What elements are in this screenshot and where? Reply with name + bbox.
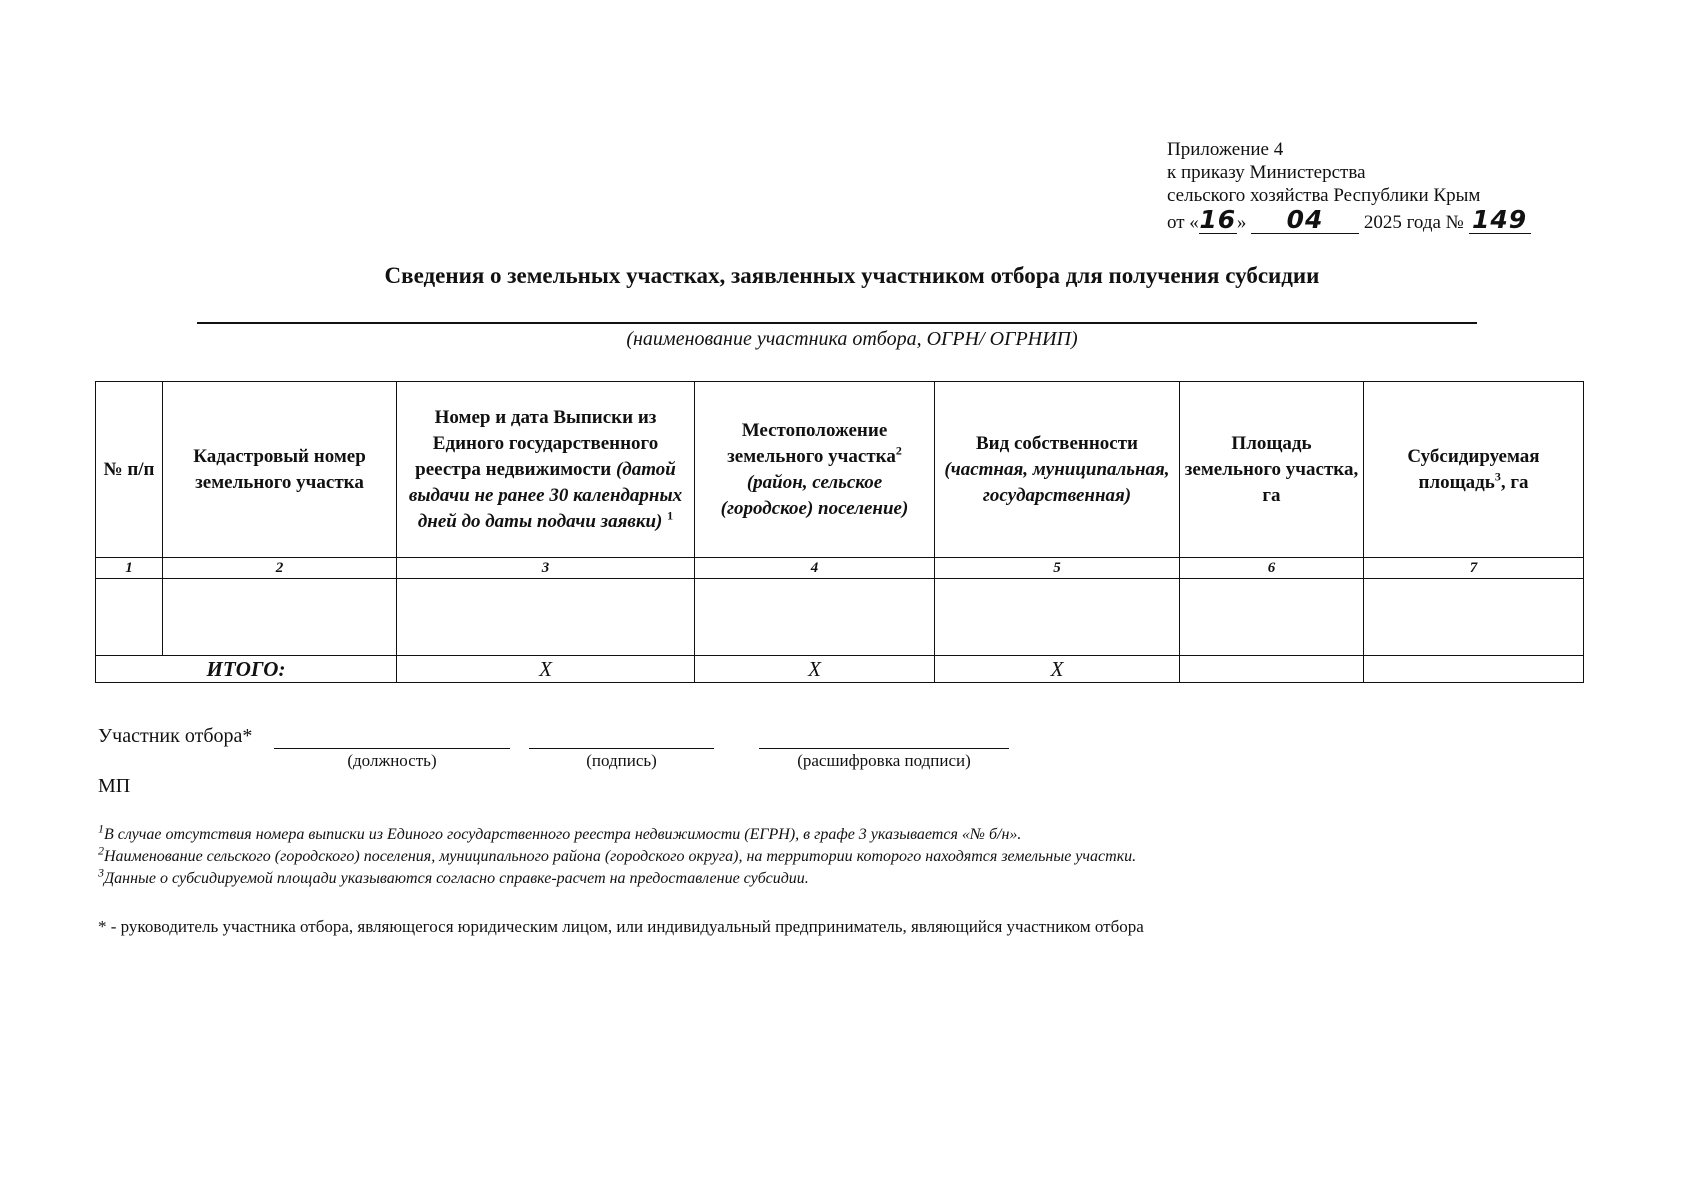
- total-area[interactable]: [1180, 656, 1364, 683]
- col-num-3: 3: [397, 558, 695, 579]
- header-location: Местоположение земельного участка$^2$ (район, сельское (городское) поселение): [695, 382, 935, 558]
- total-extract: X: [397, 656, 695, 683]
- signature-decode-caption: (расшифровка подписи): [797, 751, 971, 770]
- header-area: Площадь земельного участка, га: [1180, 382, 1364, 558]
- cell-cadastral[interactable]: [163, 579, 397, 656]
- document-title: Сведения о земельных участках, заявленных участником отбора для получения субсидии: [384, 263, 1320, 288]
- handwritten-month: 04: [1251, 207, 1359, 234]
- handwritten-day: 16: [1199, 205, 1237, 234]
- header-ownership: Вид собственности (частная, муниципальная, государственная): [935, 382, 1180, 558]
- appendix-date-line: [1167, 207, 1531, 234]
- signature-decode-line[interactable]: [759, 748, 1009, 749]
- participant-name-caption: (наименование участника отбора, ОГРН/ ОГРНИП): [626, 328, 1078, 350]
- col-num-1: 1: [96, 558, 163, 579]
- signature-line[interactable]: [529, 748, 714, 749]
- col-num-6: 6: [1180, 558, 1364, 579]
- header-location-note: (район, сельское (городское) поселение): [720, 471, 909, 519]
- cell-location[interactable]: [695, 579, 935, 656]
- appendix-line-2: к приказу Министерства: [1167, 162, 1366, 183]
- total-row: [96, 656, 1584, 683]
- cell-number[interactable]: [96, 579, 163, 656]
- date-prefix: от «: [1167, 212, 1199, 233]
- land-plots-table: [95, 381, 1584, 683]
- total-subsidized-area[interactable]: [1364, 656, 1584, 683]
- header-extract: Номер и дата Выписки из Единого государственного реестра недвижимости (датой выдачи не ранее 30 календарных дней до даты подачи заявки) $^1$: [397, 382, 695, 558]
- appendix-line-1: Приложение 4: [1167, 139, 1284, 160]
- col-num-4: 4: [695, 558, 935, 579]
- participant-name-line: [197, 322, 1477, 324]
- footnote-2: $^2$Наименование сельского (городского) поселения, муниципального района (городского округа), на территории которого находятся земельные участки.: [98, 843, 1137, 865]
- year-text: 2025 года №: [1363, 212, 1464, 233]
- position-caption: (должность): [347, 751, 437, 770]
- cell-area[interactable]: [1180, 579, 1364, 656]
- participant-signature-label: Участник отбора*: [98, 725, 253, 747]
- seal-place-label: МП: [98, 775, 131, 797]
- cell-subsidized-area[interactable]: [1364, 579, 1584, 656]
- position-line[interactable]: [274, 748, 510, 749]
- signature-caption: (подпись): [586, 751, 657, 770]
- total-ownership: X: [935, 656, 1180, 683]
- asterisk-note: * - руководитель участника отбора, являющегося юридическим лицом, или индивидуальный предприниматель, являющийся участником отбора: [98, 917, 1144, 936]
- footnote-3: $^3$Данные о субсидируемой площади указываются согласно справке-расчет на предоставление субсидии.: [98, 865, 809, 887]
- header-ownership-note: (частная, муниципальная, государственная): [944, 458, 1170, 506]
- appendix-line-3: сельского хозяйства Республики Крым: [1167, 185, 1481, 206]
- table-header-row: [96, 382, 1584, 558]
- col-num-5: 5: [935, 558, 1180, 579]
- footnote-1: $^1$В случае отсутствия номера выписки из Единого государственного реестра недвижимости (ЕГРН), в графе 3 указывается «№ б/н».: [98, 821, 1022, 843]
- header-cadastral: Кадастровый номер земельного участка: [163, 382, 397, 558]
- date-mid: »: [1236, 212, 1247, 233]
- column-numbers-row: [96, 558, 1584, 579]
- col-num-7: 7: [1364, 558, 1584, 579]
- total-label: ИТОГО:: [96, 656, 397, 683]
- cell-ownership[interactable]: [935, 579, 1180, 656]
- footnotes: [98, 821, 1137, 890]
- cell-extract[interactable]: [397, 579, 695, 656]
- header-subsidized-area: Субсидируемая площадь$^3$, га: [1364, 382, 1584, 558]
- handwritten-order-number: 149: [1469, 207, 1531, 234]
- total-location: X: [695, 656, 935, 683]
- appendix-block: [1167, 138, 1531, 234]
- table-row: [96, 579, 1584, 656]
- header-number: № п/п: [96, 382, 163, 558]
- col-num-2: 2: [163, 558, 397, 579]
- header-extract-note: (датой выдачи не ранее 30 календарных дней до даты подачи заявки): [408, 458, 683, 532]
